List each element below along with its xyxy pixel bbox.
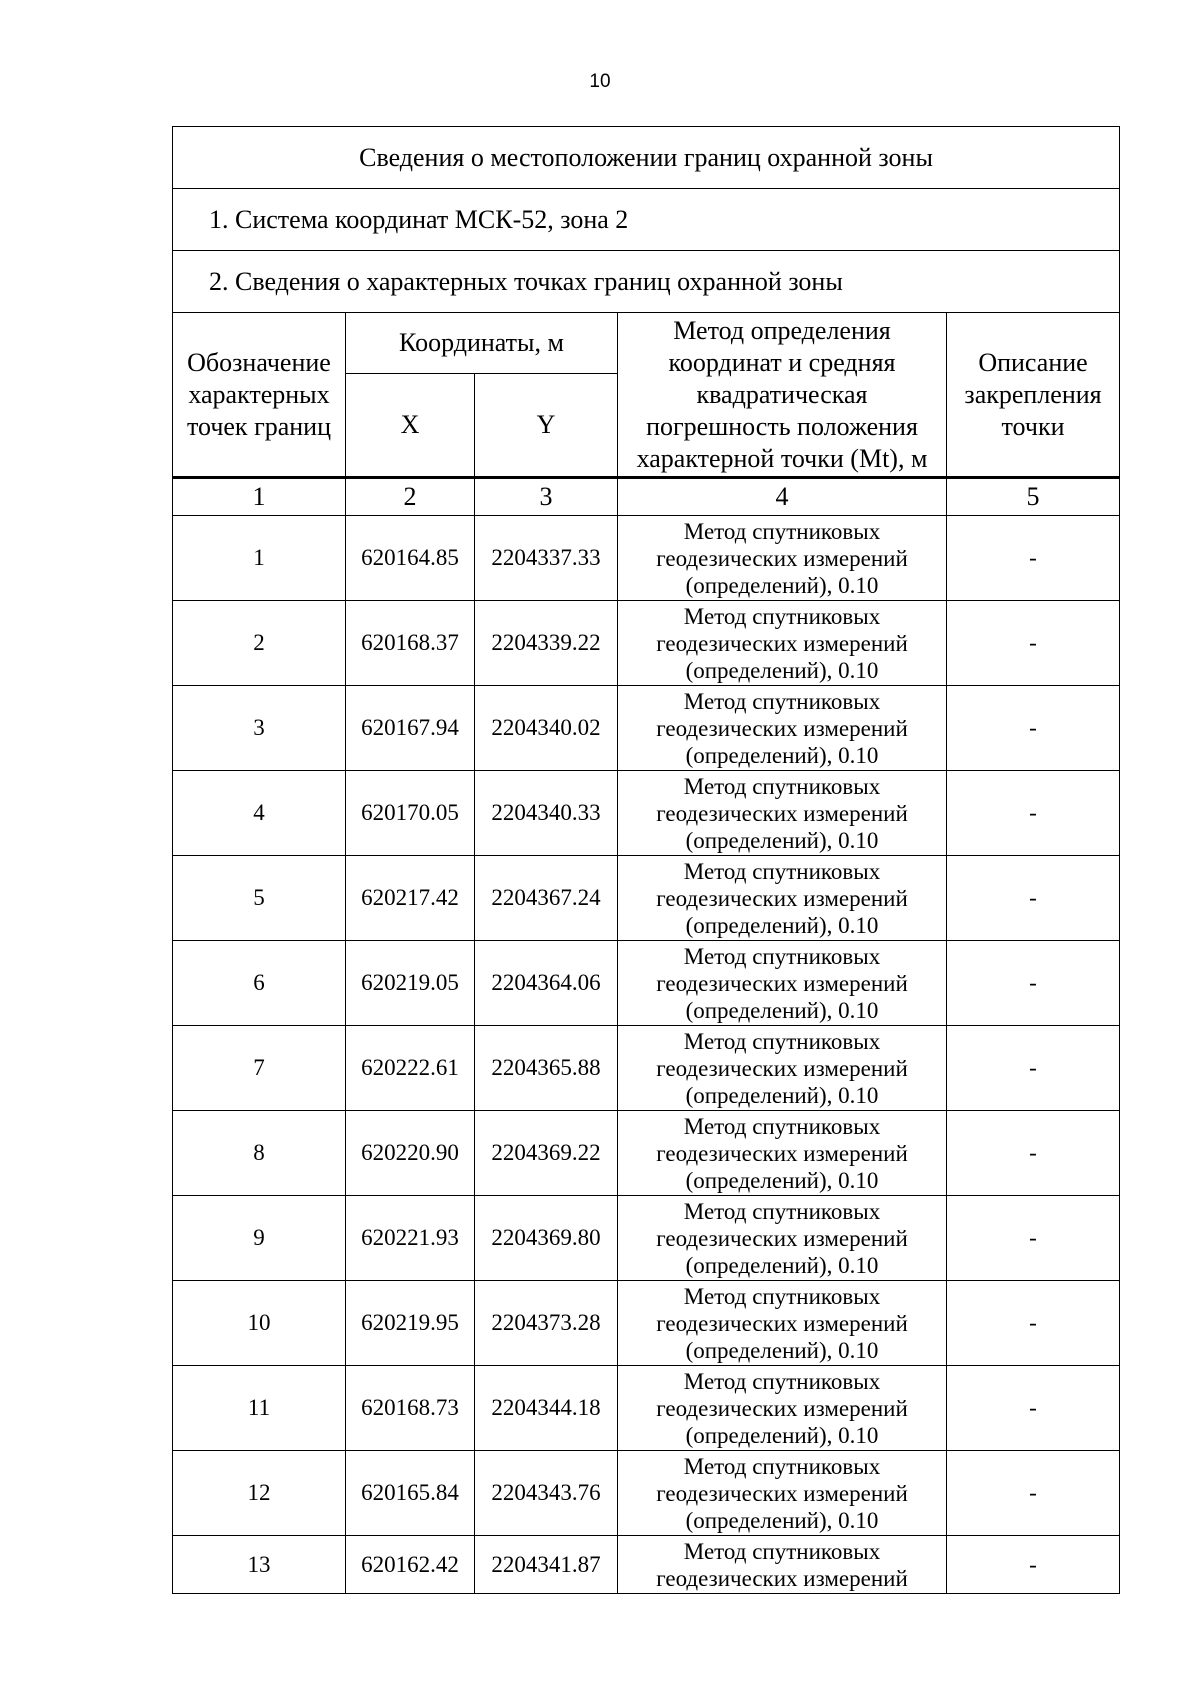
- point-description: -: [947, 1451, 1120, 1536]
- point-description: -: [947, 516, 1120, 601]
- method-cell: [618, 1111, 947, 1196]
- method-line: геодезических измерений: [656, 970, 908, 996]
- table-row: [173, 1281, 1120, 1366]
- method-line: геодезических измерений: [656, 1140, 908, 1166]
- method-line: Метод спутниковых: [683, 943, 881, 969]
- method-line: Метод спутниковых: [683, 1368, 881, 1394]
- point-number: 12: [173, 1451, 346, 1536]
- point-number: 11: [173, 1366, 346, 1451]
- method-line: Метод спутниковых: [683, 858, 881, 884]
- method-line: (определений), 0.10: [685, 827, 879, 853]
- coord-x: 620220.90: [346, 1111, 475, 1196]
- method-line: Метод спутниковых: [683, 1538, 881, 1564]
- table-row: [173, 1026, 1120, 1111]
- coord-x: 620167.94: [346, 686, 475, 771]
- column-number: 4: [618, 478, 947, 516]
- method-line: геодезических измерений: [656, 885, 908, 911]
- point-description: -: [947, 1366, 1120, 1451]
- table-row: [173, 1196, 1120, 1281]
- method-line: (определений), 0.10: [685, 1167, 879, 1193]
- point-number: 10: [173, 1281, 346, 1366]
- point-number: 7: [173, 1026, 346, 1111]
- method-line: (определений), 0.10: [685, 572, 879, 598]
- coord-x: 620217.42: [346, 856, 475, 941]
- method-line: (определений), 0.10: [685, 997, 879, 1023]
- page-number: 10: [589, 71, 611, 92]
- coord-y: 2204369.80: [475, 1196, 618, 1281]
- point-description: -: [947, 771, 1120, 856]
- method-cell: [618, 686, 947, 771]
- point-number: 6: [173, 941, 346, 1026]
- coord-x: 620165.84: [346, 1451, 475, 1536]
- coord-x: 620164.85: [346, 516, 475, 601]
- header-method: Метод определения координат и средняя квадратическая погрешность положения характерной точки (Mt), м: [618, 313, 947, 477]
- method-line: геодезических измерений: [656, 1565, 908, 1591]
- method-cell: [618, 771, 947, 856]
- coord-x: 620219.95: [346, 1281, 475, 1366]
- table-row: [173, 771, 1120, 856]
- method-cell: [618, 1026, 947, 1111]
- header-table: [172, 126, 1120, 477]
- point-number: 2: [173, 601, 346, 686]
- point-number: 5: [173, 856, 346, 941]
- method-line: Метод спутниковых: [683, 1113, 881, 1139]
- method-cell: [618, 1366, 947, 1451]
- header-x: X: [346, 374, 475, 477]
- method-line: геодезических измерений: [656, 1310, 908, 1336]
- document-title: Сведения о местоположении границ охранной зоны: [173, 127, 1120, 189]
- method-line: Метод спутниковых: [683, 1198, 881, 1224]
- coord-x: 620168.73: [346, 1366, 475, 1451]
- coord-x: 620168.37: [346, 601, 475, 686]
- method-cell: [618, 856, 947, 941]
- method-line: геодезических измерений: [656, 1395, 908, 1421]
- point-description: -: [947, 1281, 1120, 1366]
- method-cell: [618, 601, 947, 686]
- coord-x: 620221.93: [346, 1196, 475, 1281]
- method-line: геодезических измерений: [656, 715, 908, 741]
- coord-y: 2204341.87: [475, 1536, 618, 1594]
- point-description: -: [947, 601, 1120, 686]
- method-line: (определений), 0.10: [685, 1252, 879, 1278]
- table-row: [173, 856, 1120, 941]
- column-numbers-row: [173, 478, 1120, 516]
- method-line: Метод спутниковых: [683, 1453, 881, 1479]
- point-number: 13: [173, 1536, 346, 1594]
- method-line: Метод спутниковых: [683, 1028, 881, 1054]
- method-line: Метод спутниковых: [683, 518, 881, 544]
- column-number: 5: [947, 478, 1120, 516]
- table-row: [173, 1366, 1120, 1451]
- column-number: 3: [475, 478, 618, 516]
- method-line: геодезических измерений: [656, 1480, 908, 1506]
- coord-y: 2204343.76: [475, 1451, 618, 1536]
- method-cell: [618, 516, 947, 601]
- point-number: 1: [173, 516, 346, 601]
- point-number: 4: [173, 771, 346, 856]
- column-number: 2: [346, 478, 475, 516]
- method-cell: [618, 1281, 947, 1366]
- header-point-designation: Обозначение характерных точек границ: [173, 313, 346, 477]
- point-number: 3: [173, 686, 346, 771]
- header-y: Y: [475, 374, 618, 477]
- coord-x: 620219.05: [346, 941, 475, 1026]
- table-row: [173, 1536, 1120, 1594]
- method-line: (определений), 0.10: [685, 657, 879, 683]
- coord-y: 2204339.22: [475, 601, 618, 686]
- method-line: геодезических измерений: [656, 545, 908, 571]
- coord-y: 2204337.33: [475, 516, 618, 601]
- table-row: [173, 686, 1120, 771]
- method-cell: [618, 941, 947, 1026]
- points-table: [172, 477, 1120, 1594]
- coord-x: 620162.42: [346, 1536, 475, 1594]
- method-line: (определений), 0.10: [685, 1082, 879, 1108]
- point-description: -: [947, 686, 1120, 771]
- point-description: -: [947, 1536, 1120, 1594]
- coord-x: 620170.05: [346, 771, 475, 856]
- coordinate-system: 1. Система координат МСК-52, зона 2: [173, 189, 1120, 251]
- coord-y: 2204373.28: [475, 1281, 618, 1366]
- method-cell: [618, 1451, 947, 1536]
- point-number: 9: [173, 1196, 346, 1281]
- coord-y: 2204340.33: [475, 771, 618, 856]
- coord-y: 2204344.18: [475, 1366, 618, 1451]
- table-row: [173, 941, 1120, 1026]
- method-line: Метод спутниковых: [683, 1283, 881, 1309]
- method-cell: [618, 1536, 947, 1594]
- method-line: Метод спутниковых: [683, 603, 881, 629]
- method-line: Метод спутниковых: [683, 773, 881, 799]
- table-row: [173, 601, 1120, 686]
- method-line: Метод спутниковых: [683, 688, 881, 714]
- method-line: геодезических измерений: [656, 1055, 908, 1081]
- coord-y: 2204365.88: [475, 1026, 618, 1111]
- method-line: геодезических измерений: [656, 1225, 908, 1251]
- header-description: Описание закрепления точки: [947, 313, 1120, 477]
- coord-x: 620222.61: [346, 1026, 475, 1111]
- method-cell: [618, 1196, 947, 1281]
- coord-y: 2204369.22: [475, 1111, 618, 1196]
- point-number: 8: [173, 1111, 346, 1196]
- column-number: 1: [173, 478, 346, 516]
- method-line: (определений), 0.10: [685, 1337, 879, 1363]
- method-line: (определений), 0.10: [685, 912, 879, 938]
- point-description: -: [947, 856, 1120, 941]
- point-description: -: [947, 1196, 1120, 1281]
- table-row: [173, 1111, 1120, 1196]
- method-line: геодезических измерений: [656, 800, 908, 826]
- header-coordinates: Координаты, м: [346, 313, 618, 374]
- method-line: геодезических измерений: [656, 630, 908, 656]
- method-line: (определений), 0.10: [685, 1507, 879, 1533]
- coord-y: 2204367.24: [475, 856, 618, 941]
- points-section-title: 2. Сведения о характерных точках границ охранной зоны: [173, 251, 1120, 313]
- method-line: (определений), 0.10: [685, 742, 879, 768]
- point-description: -: [947, 1111, 1120, 1196]
- point-description: -: [947, 1026, 1120, 1111]
- table-row: [173, 1451, 1120, 1536]
- table-row: [173, 516, 1120, 601]
- method-line: (определений), 0.10: [685, 1422, 879, 1448]
- point-description: -: [947, 941, 1120, 1026]
- coord-y: 2204364.06: [475, 941, 618, 1026]
- coord-y: 2204340.02: [475, 686, 618, 771]
